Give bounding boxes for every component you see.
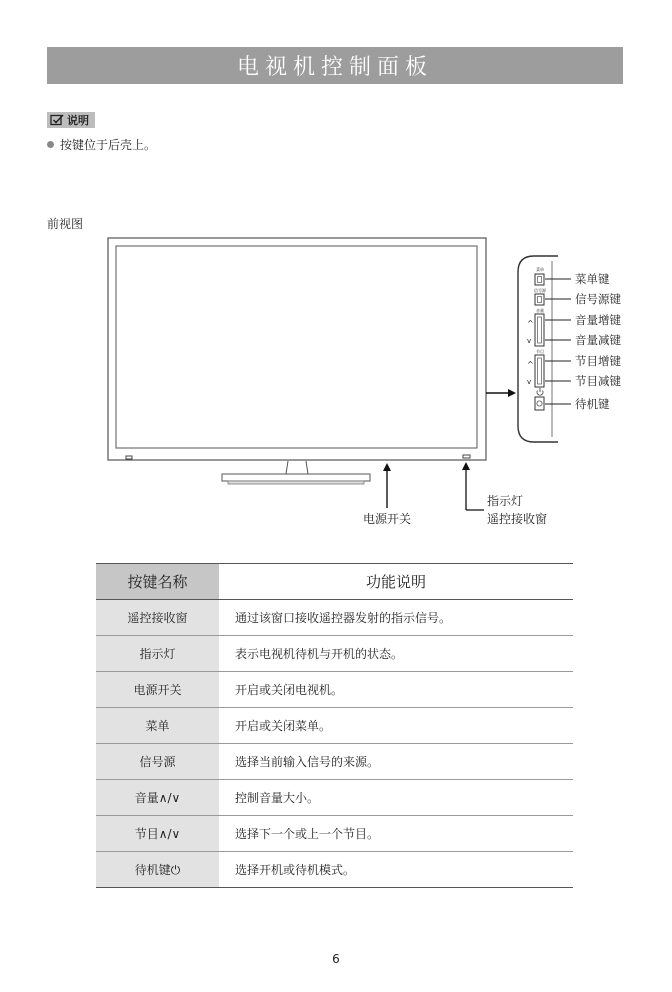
indicator-window: [126, 456, 132, 459]
function-cell: 选择下一个或上一个节目。: [219, 816, 573, 852]
key-function-table: [96, 563, 573, 888]
volume-down-chevron-icon: v: [527, 337, 532, 345]
function-cell: 通过该窗口接收遥控器发射的指示信号。: [219, 600, 573, 636]
table-row: [96, 780, 573, 816]
header-function: 功能说明: [219, 564, 573, 600]
key-name-cell: 电源开关: [96, 672, 219, 708]
volume-rocker-inner: [538, 317, 542, 343]
label-program-up: 节目增键: [575, 354, 621, 368]
table-header-row: [96, 564, 573, 600]
tv-screen: [116, 246, 477, 448]
table-row: [96, 816, 573, 852]
program-down-chevron-icon: v: [527, 378, 532, 386]
key-name-cell: 音量∧/∨: [96, 780, 219, 816]
indicator-arrowhead: [462, 462, 470, 470]
key-name-cell: 遥控接收窗: [96, 600, 219, 636]
remote-window-mark: [463, 455, 470, 458]
table-row: [96, 636, 573, 672]
side-panel-arrowhead: [508, 389, 516, 397]
front-view-label: 前视图: [47, 217, 84, 231]
program-up-chevron-icon: ^: [527, 360, 534, 369]
page-number: 6: [332, 952, 340, 966]
note-bullet-text: 按键位于后壳上。: [60, 138, 157, 152]
volume-up-chevron-icon: ^: [527, 319, 534, 328]
function-cell: 表示电视机待机与开机的状态。: [219, 636, 573, 672]
key-name-cell: 菜单: [96, 708, 219, 744]
key-name-cell: 指示灯: [96, 636, 219, 672]
table-row: [96, 672, 573, 708]
source-key-inner: [538, 297, 542, 303]
function-cell: 开启或关闭电视机。: [219, 672, 573, 708]
key-name-cell: 待机键⏻: [96, 852, 219, 888]
tv-stand-foot: [228, 481, 364, 484]
label-volume-up: 音量增键: [575, 313, 621, 327]
function-cell: 控制音量大小。: [219, 780, 573, 816]
power-switch-arrowhead: [383, 463, 391, 471]
label-power-switch: 电源开关: [362, 512, 412, 526]
key-name-cell: 节目∧/∨: [96, 816, 219, 852]
program-rocker-inner: [538, 358, 542, 384]
note-badge-label: 说明: [67, 114, 89, 127]
function-cell: 开启或关闭菜单。: [219, 708, 573, 744]
key-name-cell: 信号源: [96, 744, 219, 780]
menu-key-inner: [538, 277, 542, 283]
label-source-key: 信号源键: [575, 292, 621, 306]
table-row: [96, 744, 573, 780]
table-row: [96, 852, 573, 888]
panel-label-source: 信号源: [534, 288, 546, 293]
page-title-text: 电视机控制面板: [236, 55, 433, 80]
tv-stand-neck: [286, 461, 308, 474]
standby-key-inner: [537, 401, 542, 406]
panel-label-menu: 菜单: [536, 267, 544, 272]
label-indicator: 指示灯: [487, 494, 524, 508]
panel-label-volume: 音量: [536, 308, 544, 313]
header-key-name: 按键名称: [96, 564, 219, 600]
label-menu-key: 菜单键: [575, 272, 610, 286]
label-volume-down: 音量减键: [575, 333, 621, 347]
table-row: [96, 708, 573, 744]
function-cell: 选择当前输入信号的来源。: [219, 744, 573, 780]
panel-label-program: 节目: [536, 349, 544, 354]
table-row: [96, 600, 573, 636]
label-program-down: 节目减键: [575, 374, 621, 388]
label-remote-window: 遥控接收窗: [487, 512, 548, 526]
tv-stand-base: [222, 474, 370, 481]
label-standby-key: 待机键: [575, 397, 610, 411]
function-cell: 选择开机或待机模式。: [219, 852, 573, 888]
